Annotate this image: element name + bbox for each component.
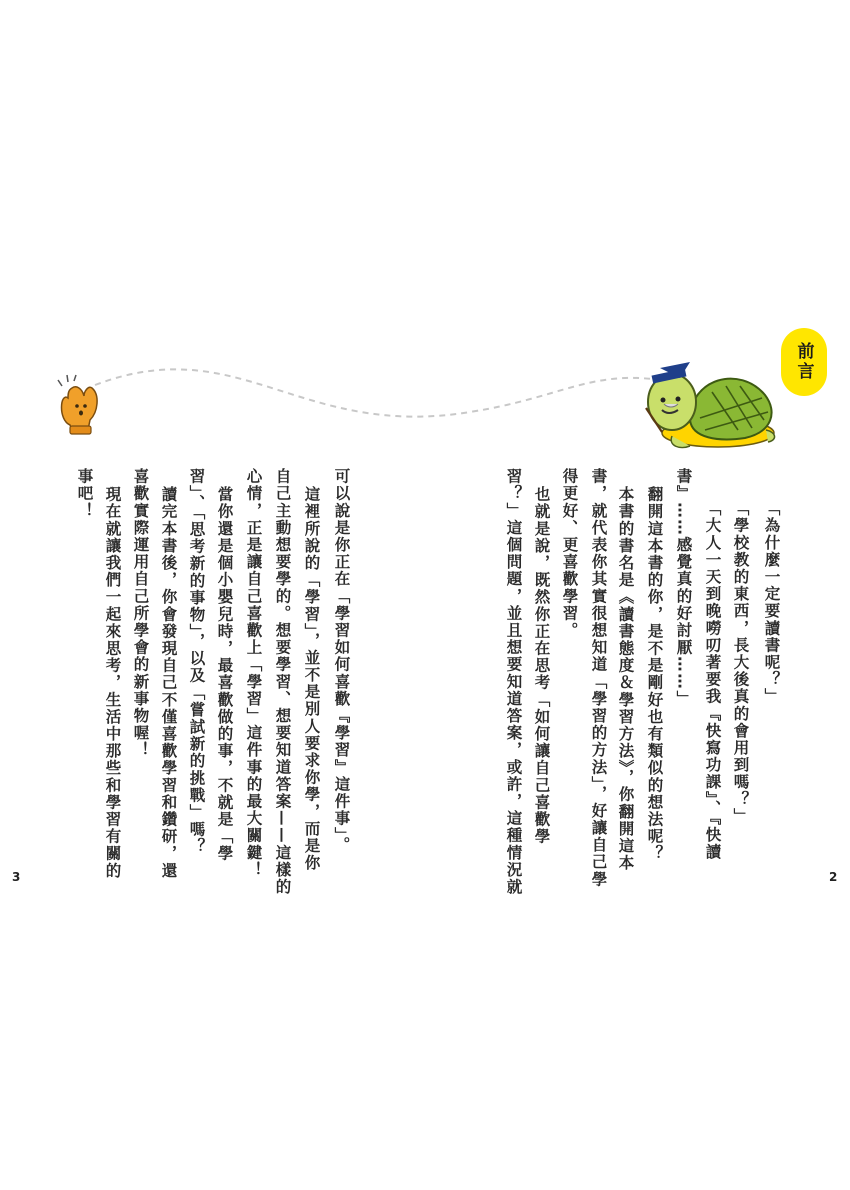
- section-badge: [781, 328, 827, 396]
- right-page-line: 書，就代表你其實很想知道「學習的方法」，好讓自己學: [589, 468, 608, 888]
- right-page-line: 得更好、更喜歡學習。: [560, 468, 579, 639]
- left-page-line: 現在就讓我們一起來思考，生活中那些和學習有關的: [103, 486, 122, 880]
- right-page-line: 「大人一天到晚嘮叨著要我『快寫功課』、『快讀: [703, 500, 722, 861]
- left-page-line: 這裡所說的「學習」，並不是別人要求你學，而是你: [302, 486, 321, 872]
- page-number-left: 3: [12, 870, 21, 884]
- left-page-line: 讀完本書後，你會發現自己不僅喜歡學習和鑽研，還: [159, 486, 178, 880]
- right-page-line: 書』……感覺真的好討厭……」: [674, 468, 693, 708]
- left-page-line: 當你還是個小嬰兒時，最喜歡做的事，不就是「學: [215, 486, 234, 863]
- right-page-line: 也就是說，既然你正在思考「如何讓自己喜歡學: [532, 486, 551, 846]
- left-page-line: 可以說是你正在「學習如何喜歡『學習』這件事」。: [332, 468, 351, 854]
- left-page-line: 自己主動想要學的。想要學習、想要知道答案——這樣的: [273, 468, 292, 896]
- left-page-line: 喜歡實際運用自己所學會的新事物喔！: [131, 468, 150, 759]
- page-number-right: 2: [829, 870, 838, 884]
- right-page-line: 「學校教的東西，長大後真的會用到嗎？」: [731, 500, 750, 825]
- section-badge-label: 前言: [793, 342, 814, 382]
- dashed-path: [95, 369, 660, 416]
- right-page-line: 本書的書名是《讀書態度＆學習方法》，你翻開這本: [616, 486, 635, 872]
- turtle-teacher-icon: [646, 362, 775, 448]
- right-page-line: 習？」這個問題，並且想要知道答案，或許，這種情況就: [504, 468, 523, 896]
- right-page-line: 翻開這本書的你，是不是剛好也有類似的想法呢？: [645, 486, 664, 863]
- left-page-line: 事吧！: [75, 468, 94, 520]
- left-page-line: 習」、「思考新的事物」，以及「嘗試新的挑戰」嗎？: [187, 468, 206, 856]
- left-page-line: 心情，正是讓自己喜歡上「學習」這件事的最大關鍵！: [244, 468, 263, 879]
- mitten-character-icon: [58, 375, 97, 434]
- right-page-line: 「為什麼一定要讀書呢？」: [762, 500, 781, 706]
